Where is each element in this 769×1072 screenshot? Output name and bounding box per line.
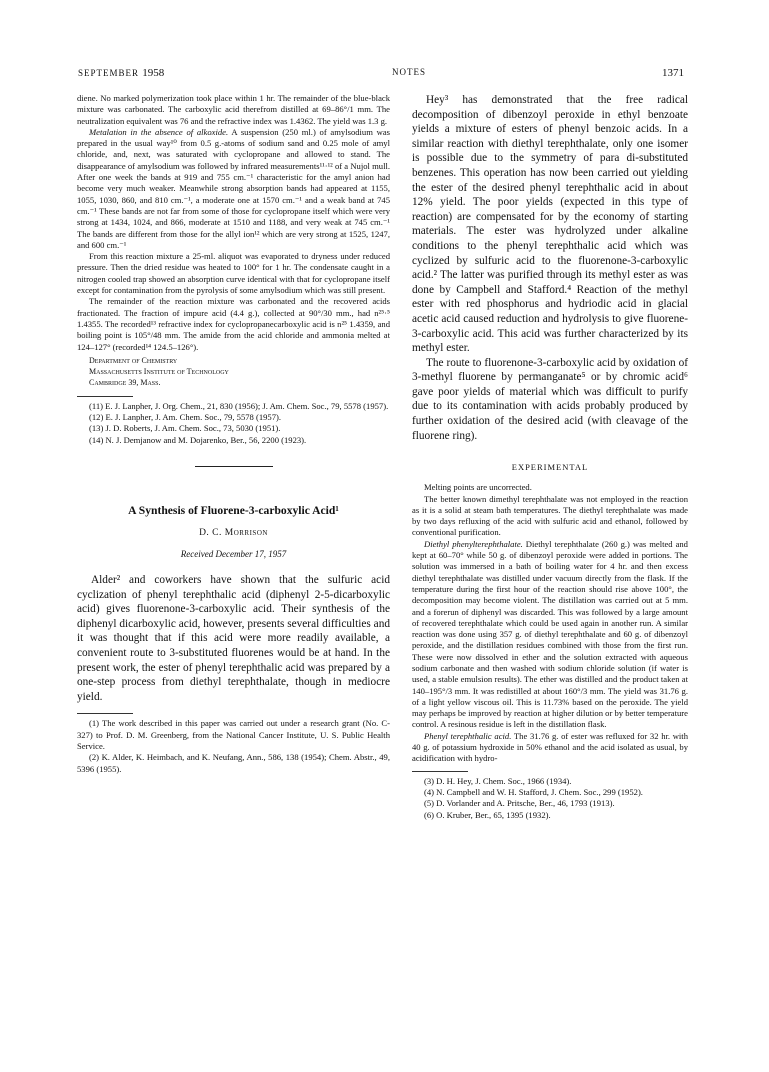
paragraph: Hey³ has demonstrated that the free radical decomposition of dibenzoyl peroxide in ethyl benzoate yields a mixture of esters of phenyl benzoic acids. In a similar reaction with diethyl terephthalate, only one isomer is possible due to the symmetry of para di-substituted benzenes. This operation has now been carried out yielding the ester of the desired phenyl terephthalic acid in about 12% yield. The poor yields (expected in this type of reaction) are compensated for by the economy of starting materials. The ester was hydrolyzed under alkaline conditions to the phenyl terephthalic acid which was cyclized by sulfuric acid to the fluorenone-3-carboxylic acid.² The latter was purified through its methyl ester as was done by Campbell and Stafford.⁴ Reaction of the methyl ester with red phosphorus and hydriodic acid in glacial acetic acid caused reduction and hydrolysis to give fluorene-3-carboxylic acid. This acid was further characterized by its methyl ester.	[412, 94, 688, 355]
header-year: 1958	[142, 67, 165, 79]
paragraph: The better known dimethyl terephthalate was not employed in the reaction as it is a solid at steam bath temperatures. The diethyl terephthalate was made by two days refluxing of the acid with sulfuric acid and ethanol, followed by conventional purification.	[412, 493, 688, 538]
paragraph: diene. No marked polymerization took place within 1 hr. The remainder of the blue-black mixture was carbonated. The carboxylic acid therefrom distilled at 69–86°/1 mm. The neutralization equivalent was 76 and the refractive index was 1.4362. The yield was 1.3 g.	[77, 93, 390, 126]
paragraph-text: Diethyl terephthalate (260 g.) was melted and kept at 60–70° while 50 g. of dibenzoyl peroxide were added in portions. The solution was immersed in a bath of boiling water for 4 hr. and then excess diethyl terephthalate was distilled under vacuum directly from the flask. If the temperature during the first hour of the reaction should rise above 100°, the decomposition may become violent. The distillation was carried out at 5 mm. and a forerun of diphenyl was discarded. This was followed by a large amount of recovered terephthalate which could be used again in another run. A similar reaction was done using 357 g. of diethyl terephthalate and 60 g. of dibenzoyl peroxide, and the distillation residues combined with those from the first run. These were now dissolved in ether and the solution extracted with aqueous sodium carbonate and then washed with sodium chloride solution (if water is used, a stable emulsion results). The ether was distilled and the product taken at 140–195°/3 mm. It was redistilled at about 160°/3 mm. The yield was 31.76 g. of a light yellow viscous oil. This is 11.73% based on the peroxide. The yield may perhaps be improved by reaction at higher dilution or by better temperature control. A resinous residue is left in the distillation flask.	[412, 538, 688, 730]
paragraph	[412, 539, 688, 731]
footnote-divider	[77, 713, 133, 714]
address-line: Massachusetts Institute of Technology	[89, 366, 229, 376]
reference-item: (4) N. Campbell and W. H. Stafford, J. Chem. Soc., 299 (1952).	[424, 786, 643, 797]
article-separator	[195, 466, 273, 467]
reference-item: (6) O. Kruber, Ber., 65, 1395 (1932).	[424, 809, 551, 820]
reference-item: (13) J. D. Roberts, J. Am. Chem. Soc., 73, 5030 (1951).	[89, 423, 281, 434]
paragraph: From this reaction mixture a 25-ml. aliquot was evaporated to dryness under reduced pressure. Then the dried residue was heated to 100° for 1 hr. The condensate caught in a nitrogen cooled trap showed an absorption curve identical with that for cyclopropane itself except for contamination from the pyrolysis of some amylsodium which was still present.	[77, 251, 390, 296]
footnote-item: (2) K. Alder, K. Heimbach, and K. Neufang, Ann., 586, 138 (1954); Chem. Abstr., 49, 5396 (1955).	[77, 752, 390, 774]
article-title: A Synthesis of Fluorene-3-carboxylic Acid¹	[128, 504, 339, 518]
received-date: Received December 17, 1957	[180, 549, 287, 560]
paragraph: Melting points are uncorrected.	[424, 482, 532, 493]
reference-item: (14) N. J. Demjanow and M. Dojarenko, Ber., 56, 2200 (1923).	[89, 434, 307, 445]
reference-item: (11) E. J. Lanpher, J. Org. Chem., 21, 830 (1956); J. Am. Chem. Soc., 79, 5578 (1957).	[89, 400, 389, 411]
paragraph	[412, 731, 688, 765]
left-column	[77, 93, 390, 775]
reference-item: (12) E. J. Lanpher, J. Am. Chem. Soc., 79, 5578 (1957).	[89, 412, 282, 423]
footnote-divider	[412, 771, 468, 772]
right-column	[412, 93, 688, 821]
running-header-section: NOTES	[392, 67, 426, 77]
reference-item: (5) D. Vorlander and A. Pritsche, Ber., 46, 1793 (1913).	[424, 798, 615, 809]
paragraph: The route to fluorenone-3-carboxylic acid by oxidation of 3-methyl fluorene by permanganate⁵ or by chromic acid⁶ gave poor yields of material which was difficult to purify due to its contamination with acids probably produced by further oxidation of the desired acid (with cleavage of the fluorene ring).	[412, 356, 688, 442]
article-author: D. C. Morrison	[199, 528, 268, 539]
run-in-heading: Metalation in the absence of alkoxide.	[89, 126, 229, 137]
article-intro: Alder² and coworkers have shown that the sulfuric acid cyclization of phenyl terephthalic acid (diphenyl 2-5-dicarboxylic acid) gives fluorenone-3-carboxylic acid. Their synthesis of the diphenyl dicarboxylic acid, however, presents several difficulties and it was thought that if this acid were more readily available, a convenient route to 3-substituted fluorenes would be at hand. In the present work, the ester of phenyl terephthalic acid was prepared by a one-step process from diethyl terephthalate, though in mediocre yield.	[77, 574, 390, 703]
affiliation-address	[89, 355, 390, 388]
footnote-divider	[77, 396, 133, 397]
footnote-item: (1) The work described in this paper was carried out under a research grant (No. C-327) to Prof. D. M. Greenberg, from the National Cancer Institute, U. S. Public Health Service.	[77, 718, 390, 751]
section-heading-experimental: EXPERIMENTAL	[511, 462, 589, 473]
running-header-date	[78, 67, 164, 79]
reference-list	[77, 401, 390, 446]
header-month: SEPTEMBER	[78, 68, 140, 78]
paragraph	[77, 127, 390, 251]
page-number: 1371	[662, 67, 684, 79]
run-in-heading: Phenyl terephthalic acid.	[424, 730, 512, 741]
reference-item: (3) D. H. Hey, J. Chem. Soc., 1966 (1934).	[424, 775, 572, 786]
paragraph-text: A suspension (250 ml.) of amylsodium was prepared in the usual way¹⁰ from 0.5 g.-atoms of sodium sand and 0.25 mole of amyl chloride, and, next, was saturated with cyclopropane and allowed to stand. The disappearance of amylsodium was followed by infrared measurements¹¹·¹² of a Nujol mull. After one week the bands at 919 and 755 cm.⁻¹ characteristic for the amyl anion had become very much weaker. Meanwhile strong absorption bands had appeared at 1155, 1055, 1030, 860, and 810 cm.⁻¹, a moderate one at 1570 cm.⁻¹ and a weak band at 745 cm.⁻¹ These bands are not far from some of those for cyclopropane itself which were very strong at 1434, 1024, and 866, moderate at 1510 and 1188, and very weak at 745 cm.⁻¹ The bands are different from those for the allyl ion¹² which are very strong at 1525, 1247, and 600 cm.⁻¹	[77, 126, 390, 250]
paragraph-text: The 31.76 g. of ester was refluxed for 32 hr. with 40 g. of potassium hydroxide in 50% ethanol and the acid isolated as usual, by acidification with hydro-	[412, 730, 688, 764]
run-in-heading: Diethyl phenylterephthalate.	[424, 538, 523, 549]
paragraph: The remainder of the reaction mixture was carbonated and the recovered acids fractionated. The fraction of impure acid (4.4 g.), collected at 90°/30 mm., had n²⁵·⁵ 1.4355. The recorded¹³ refractive index for cyclopropanecarboxylic acid is n²⁵ 1.4359, and boiling point is 105°/48 mm. The amide from the acid chloride and ammonia melted at 124–127° (recorded¹⁴ 124.5–126°).	[77, 296, 390, 352]
address-line: Cambridge 39, Mass.	[89, 377, 161, 387]
address-line: Department of Chemistry	[89, 355, 178, 365]
